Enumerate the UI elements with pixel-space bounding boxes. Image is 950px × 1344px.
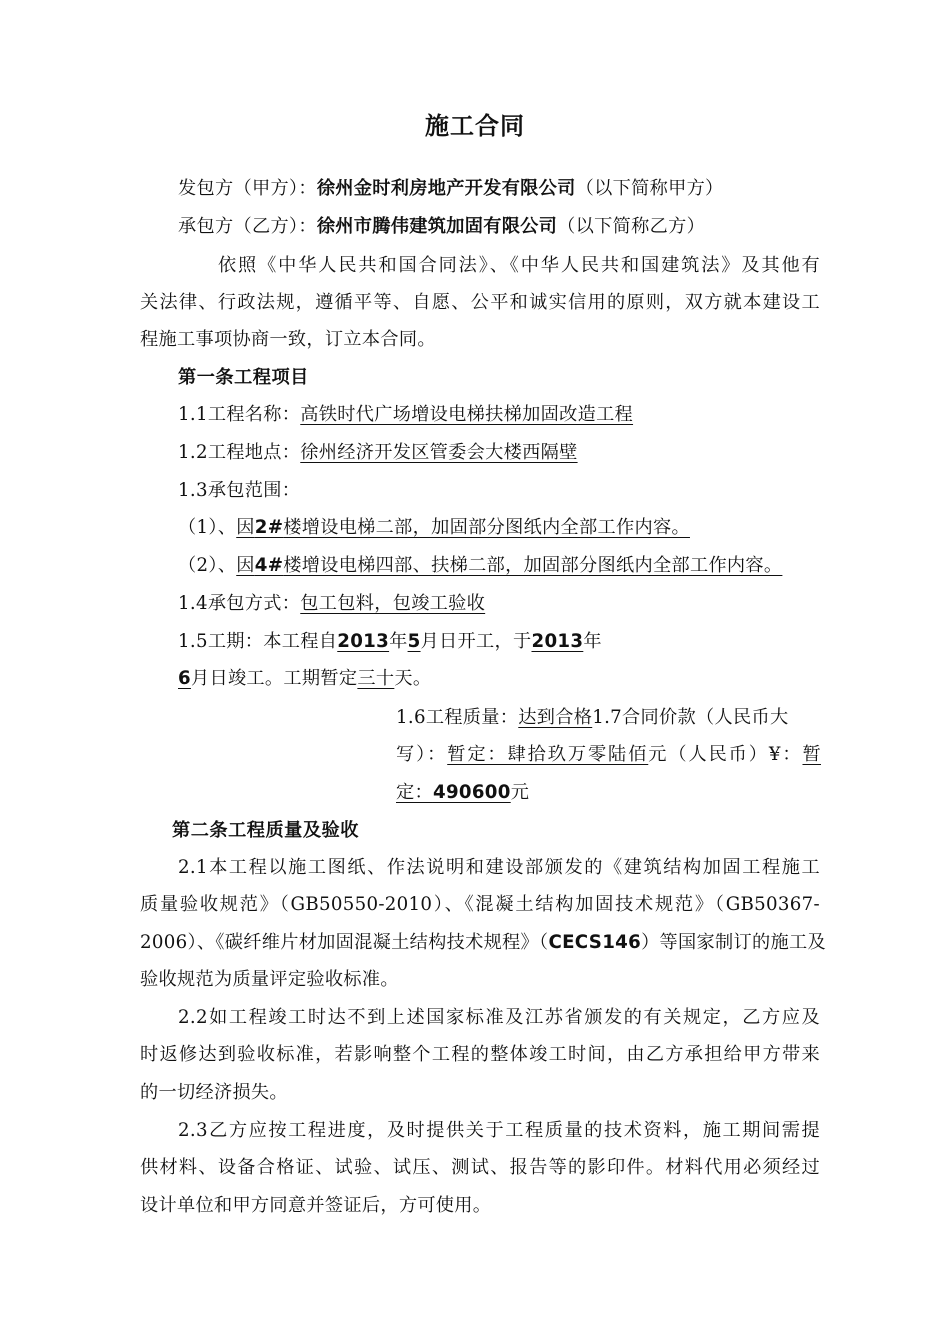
scope-item-1 — [178, 516, 690, 540]
price-line-3-a: 定： — [396, 782, 433, 803]
period-start-month: 5 — [407, 631, 421, 652]
project-site-value: 徐州经济开发区管委会大楼西隔壁 — [300, 442, 578, 463]
contract-mode-value: 包工包料，包竣工验收 — [300, 593, 486, 614]
document-title: 施工合同 — [425, 112, 525, 140]
party-a-label: 发包方（甲方）： — [178, 178, 317, 199]
scope-item-1-c: 楼增设电梯二部，加固部分图纸内全部工作内容。 — [283, 517, 690, 538]
project-site-line — [178, 441, 578, 465]
party-a-suffix: （以下简称甲方） — [575, 178, 724, 199]
article-2-1-line-3-a: 2006）、《碳纤维片材加固混凝土结构技术规程》（ — [140, 932, 549, 953]
party-a-line — [178, 177, 724, 201]
period-line-2 — [178, 667, 431, 691]
period-text-d: 年 — [583, 631, 602, 652]
quality-price-line-1 — [396, 706, 788, 730]
article-2-1-line-3-c: ）等国家制订的施工及 — [641, 932, 826, 953]
price-amount-words: 暂定：肆拾玖万零陆佰 — [447, 744, 649, 765]
article-2-1-line-1: 2.1本工程以施工图纸、作法说明和建设部颁发的《建筑结构加固工程施工 — [178, 857, 820, 878]
project-site-label: 1.2工程地点： — [178, 442, 301, 463]
party-b-name: 徐州市腾伟建筑加固有限公司 — [316, 216, 558, 237]
price-line-3-c: 元 — [510, 782, 530, 803]
scope-item-1-text — [236, 517, 690, 538]
contract-mode-line — [178, 592, 485, 616]
period-text-a: 1.5工期：本工程自 — [178, 631, 338, 652]
party-b-suffix: （以下简称乙方） — [557, 216, 706, 237]
price-line-2 — [396, 743, 821, 767]
party-b-label: 承包方（乙方）： — [178, 216, 317, 237]
scope-item-1-a: 因 — [236, 517, 255, 538]
scope-item-2-c: 楼增设电梯四部、扶梯二部，加固部分图纸内全部工作内容。 — [283, 555, 783, 576]
party-b-line — [178, 215, 705, 239]
price-amount-number: 490600 — [432, 782, 511, 803]
preamble-line-1: 依照《中华人民共和国合同法》、《中华人民共和国建筑法》及其他有 — [218, 255, 820, 276]
scope-item-2 — [178, 554, 782, 578]
quality-value: 达到合格 — [518, 707, 593, 728]
contract-mode-label: 1.4承包方式： — [178, 593, 301, 614]
period-text-c: 月日开工，于 — [420, 631, 532, 652]
period-end-year: 2013 — [531, 631, 584, 652]
price-line-2-a: 写）： — [396, 744, 448, 765]
article-2-3-line-3: 设计单位和甲方同意并签证后，方可使用。 — [140, 1195, 492, 1216]
article-2-2-line-2: 时返修达到验收标准，若影响整个工程的整体竣工时间，由乙方承担给甲方带来 — [140, 1044, 820, 1065]
period-end-month: 6 — [178, 668, 191, 689]
period-text-e: 月日竣工。工期暂定 — [190, 668, 358, 689]
preamble-line-2: 关法律、行政法规，遵循平等、自愿、公平和诚实信用的原则，双方就本建设工 — [140, 292, 820, 313]
article-2-3-line-2: 供材料、设备合格证、试验、试压、测试、报告等的影印件。材料代用必须经过 — [140, 1157, 820, 1178]
scope-item-1-building: 2# — [254, 517, 284, 538]
article-2-heading: 第二条工程质量及验收 — [172, 820, 359, 841]
scope-label: 1.3承包范围： — [178, 480, 301, 501]
article-2-3-line-1: 2.3乙方应按工程进度，及时提供关于工程质量的技术资料，施工期间需提 — [178, 1120, 820, 1141]
period-text-b: 年 — [389, 631, 408, 652]
period-start-year: 2013 — [337, 631, 390, 652]
price-line-3 — [396, 781, 529, 805]
article-2-1-line-2: 质量验收规范》（GB50550-2010）、《混凝土结构加固技术规范》（GB50367- — [140, 894, 820, 915]
article-2-1-line-3 — [140, 931, 826, 955]
article-2-2-line-3: 的一切经济损失。 — [140, 1082, 288, 1103]
project-name-value: 高铁时代广场增设电梯扶梯加固改造工程 — [300, 404, 634, 425]
scope-item-2-a: 因 — [236, 555, 255, 576]
scope-item-2-building: 4# — [254, 555, 284, 576]
project-name-label: 1.1工程名称： — [178, 404, 301, 425]
article-2-2-line-1: 2.2如工程竣工时达不到上述国家标准及江苏省颁发的有关规定，乙方应及 — [178, 1007, 820, 1028]
article-2-1-standard-code: CECS146 — [548, 932, 642, 953]
period-text-f: 天。 — [394, 668, 432, 689]
price-line-2-c: 元（人民币）¥： — [648, 744, 803, 765]
quality-label: 1.6工程质量： — [396, 707, 519, 728]
scope-item-2-text — [236, 555, 782, 576]
article-1-heading: 第一条工程项目 — [178, 367, 309, 388]
price-label: 1.7合同价款（人民币大 — [592, 707, 789, 728]
scope-item-2-prefix: （2）、 — [178, 555, 237, 576]
period-line-1 — [178, 630, 602, 654]
preamble-line-3: 程施工事项协商一致，订立本合同。 — [140, 329, 436, 350]
price-line-2-d: 暂 — [802, 744, 821, 765]
article-2-1-line-4: 验收规范为质量评定验收标准。 — [140, 969, 399, 990]
period-days: 三十 — [357, 668, 395, 689]
party-a-name: 徐州金时利房地产开发有限公司 — [316, 178, 576, 199]
scope-item-1-prefix: （1）、 — [178, 517, 237, 538]
project-name-line — [178, 403, 633, 427]
